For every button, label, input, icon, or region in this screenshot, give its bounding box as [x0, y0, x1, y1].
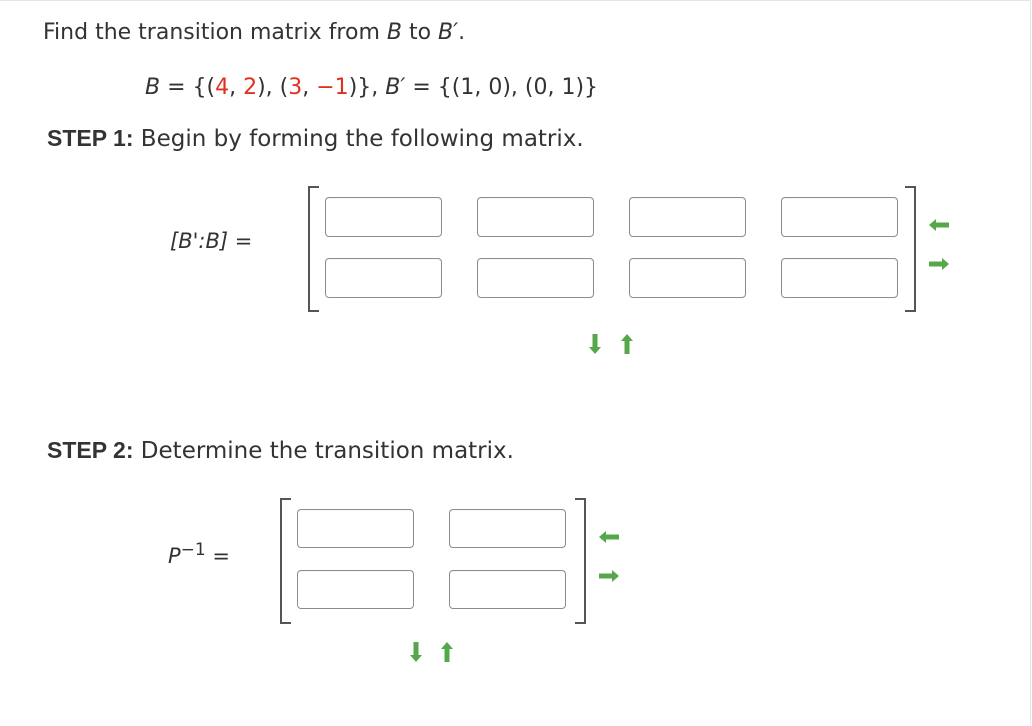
basis-bprime-label: B′ [385, 75, 406, 100]
matrix2-right-bracket [575, 498, 586, 624]
question-basis-b: B [386, 20, 402, 45]
step1-label: STEP 1: [47, 125, 134, 151]
question-basis-bprime: B′ [438, 20, 459, 45]
matrix2-cell-r2c2[interactable] [449, 570, 566, 609]
matrix1-cell-r1c1[interactable] [325, 197, 442, 237]
step1-heading [47, 125, 584, 152]
given-sep-1: , [229, 75, 244, 100]
matrix1-left-bracket [308, 186, 319, 312]
vector1-component1: 4 [215, 75, 230, 100]
vector2-component2: −1 [316, 75, 349, 100]
matrix1-cell-r2c1[interactable] [325, 258, 442, 298]
given-bases [145, 75, 598, 100]
matrix2-col-swap-down-arrow-icon[interactable] [409, 641, 423, 663]
matrix2-col-swap-up-arrow-icon[interactable] [440, 641, 454, 663]
vector1-component2: 2 [243, 75, 258, 100]
matrix1-cell-r1c3[interactable] [629, 197, 746, 237]
row-add-right-arrow-icon[interactable] [928, 257, 950, 271]
step1-text: Begin by forming the following matrix. [133, 126, 584, 152]
matrix1-cell-r1c4[interactable] [781, 197, 898, 237]
matrix2-cell-r1c1[interactable] [297, 509, 414, 548]
col-swap-up-arrow-icon[interactable] [620, 333, 634, 355]
question-text [43, 20, 465, 45]
transition-matrix-label [168, 540, 230, 568]
question-suffix: . [458, 20, 466, 45]
question-to: to [401, 20, 439, 45]
vector2-component1: 3 [288, 75, 303, 100]
basis-b-label: B [145, 75, 161, 100]
matrix2-row-add-right-arrow-icon[interactable] [598, 569, 620, 583]
given-text-3: )}, [348, 75, 386, 100]
matrix1-cell-r2c2[interactable] [477, 258, 594, 298]
matrix1-cell-r2c3[interactable] [629, 258, 746, 298]
step2-heading [47, 437, 514, 464]
inverse-superscript: −1 [180, 540, 206, 560]
transition-matrix-symbol: P [168, 544, 181, 568]
matrix2-cell-r2c1[interactable] [297, 570, 414, 609]
row-add-left-arrow-icon[interactable] [928, 218, 950, 232]
matrix2-left-bracket [280, 498, 291, 624]
given-sep-2: , [302, 75, 317, 100]
matrix2-row-add-left-arrow-icon[interactable] [598, 530, 620, 544]
col-swap-down-arrow-icon[interactable] [588, 333, 602, 355]
matrix2-cell-r1c2[interactable] [449, 509, 566, 548]
step2-text: Determine the transition matrix. [133, 438, 514, 464]
given-text-1: = {( [160, 75, 216, 100]
given-text-2: ), ( [257, 75, 289, 100]
matrix1-right-bracket [905, 186, 916, 312]
question-prefix: Find the transition matrix from [43, 20, 387, 45]
transition-matrix-equals: = [212, 544, 231, 568]
augmented-matrix-label [170, 229, 252, 253]
given-text-4: = {(1, 0), (0, 1)} [405, 75, 599, 100]
step2-label: STEP 2: [47, 437, 134, 463]
matrix1-cell-r1c2[interactable] [477, 197, 594, 237]
matrix1-cell-r2c4[interactable] [781, 258, 898, 298]
augmented-matrix-equals: = [228, 229, 253, 253]
augmented-matrix-symbol: [B':B] [170, 229, 229, 253]
